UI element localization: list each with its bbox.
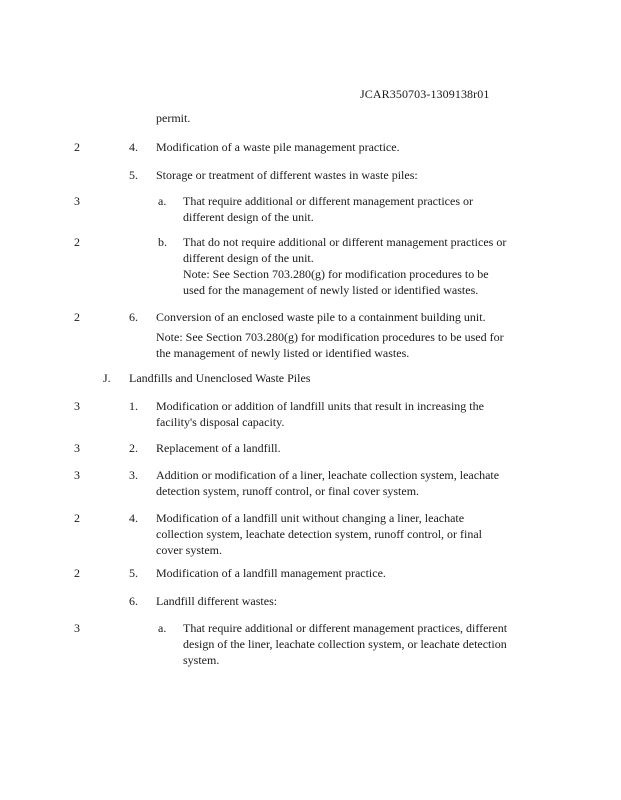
item-label: 5. bbox=[129, 168, 138, 182]
item-label: 6. bbox=[129, 594, 138, 608]
severity-number: 3 bbox=[74, 441, 80, 455]
item-label: 2. bbox=[129, 441, 138, 455]
item-text: Modification of a landfill unit without changing a liner, leachate collection system, leachate detection system, runoff control, or final cover system. bbox=[156, 511, 483, 557]
section-heading: Landfills and Unenclosed Waste Piles bbox=[129, 371, 311, 385]
severity-number: 2 bbox=[74, 140, 80, 154]
subitem-label: a. bbox=[158, 621, 167, 635]
item-label: 6. bbox=[129, 310, 138, 324]
subitem-text: That require additional or different management practices, different design of the liner, leachate collection system, or leachate detection system. bbox=[183, 621, 508, 667]
document-id: JCAR350703-1309138r01 bbox=[360, 87, 490, 101]
item-label: 4. bbox=[129, 511, 138, 525]
severity-number: 3 bbox=[74, 468, 80, 482]
item-text: Replacement of a landfill. bbox=[156, 441, 281, 455]
severity-number: 3 bbox=[74, 621, 80, 635]
item-label: 4. bbox=[129, 140, 138, 154]
section-label: J. bbox=[103, 371, 111, 385]
severity-number: 2 bbox=[74, 235, 80, 249]
item-text: Addition or modification of a liner, leachate collection system, leachate detection system, runoff control, or final cover system. bbox=[156, 468, 500, 498]
severity-number: 3 bbox=[74, 194, 80, 208]
item-text: Modification of a waste pile management practice. bbox=[156, 140, 400, 154]
item-text: Modification or addition of landfill units that result in increasing the facility's disposal capacity. bbox=[156, 399, 484, 429]
severity-number: 3 bbox=[74, 399, 80, 413]
subitem-text: That require additional or different management practices or different design of the unit. bbox=[183, 194, 473, 224]
subitem-label: b. bbox=[158, 235, 167, 249]
item-label: 3. bbox=[129, 468, 138, 482]
severity-number: 2 bbox=[74, 511, 80, 525]
note-text: Note: See Section 703.280(g) for modification procedures to be used for the management of newly listed or identified wastes. bbox=[183, 267, 489, 297]
item-label: 1. bbox=[129, 399, 138, 413]
item-text: Storage or treatment of different wastes in waste piles: bbox=[156, 168, 418, 182]
item-text: Modification of a landfill management practice. bbox=[156, 566, 386, 580]
item-label: 5. bbox=[129, 566, 138, 580]
item-text: Conversion of an enclosed waste pile to a containment building unit. bbox=[156, 310, 486, 324]
item-text: Landfill different wastes: bbox=[156, 594, 278, 608]
subitem-text: That do not require additional or different management practices or different design of the unit. bbox=[183, 235, 507, 265]
note-text: Note: See Section 703.280(g) for modification procedures to be used for the management of newly listed or identified wastes. bbox=[156, 330, 504, 360]
severity-number: 2 bbox=[74, 566, 80, 580]
continuation-text: permit. bbox=[156, 111, 191, 125]
subitem-label: a. bbox=[158, 194, 167, 208]
severity-number: 2 bbox=[74, 310, 80, 324]
